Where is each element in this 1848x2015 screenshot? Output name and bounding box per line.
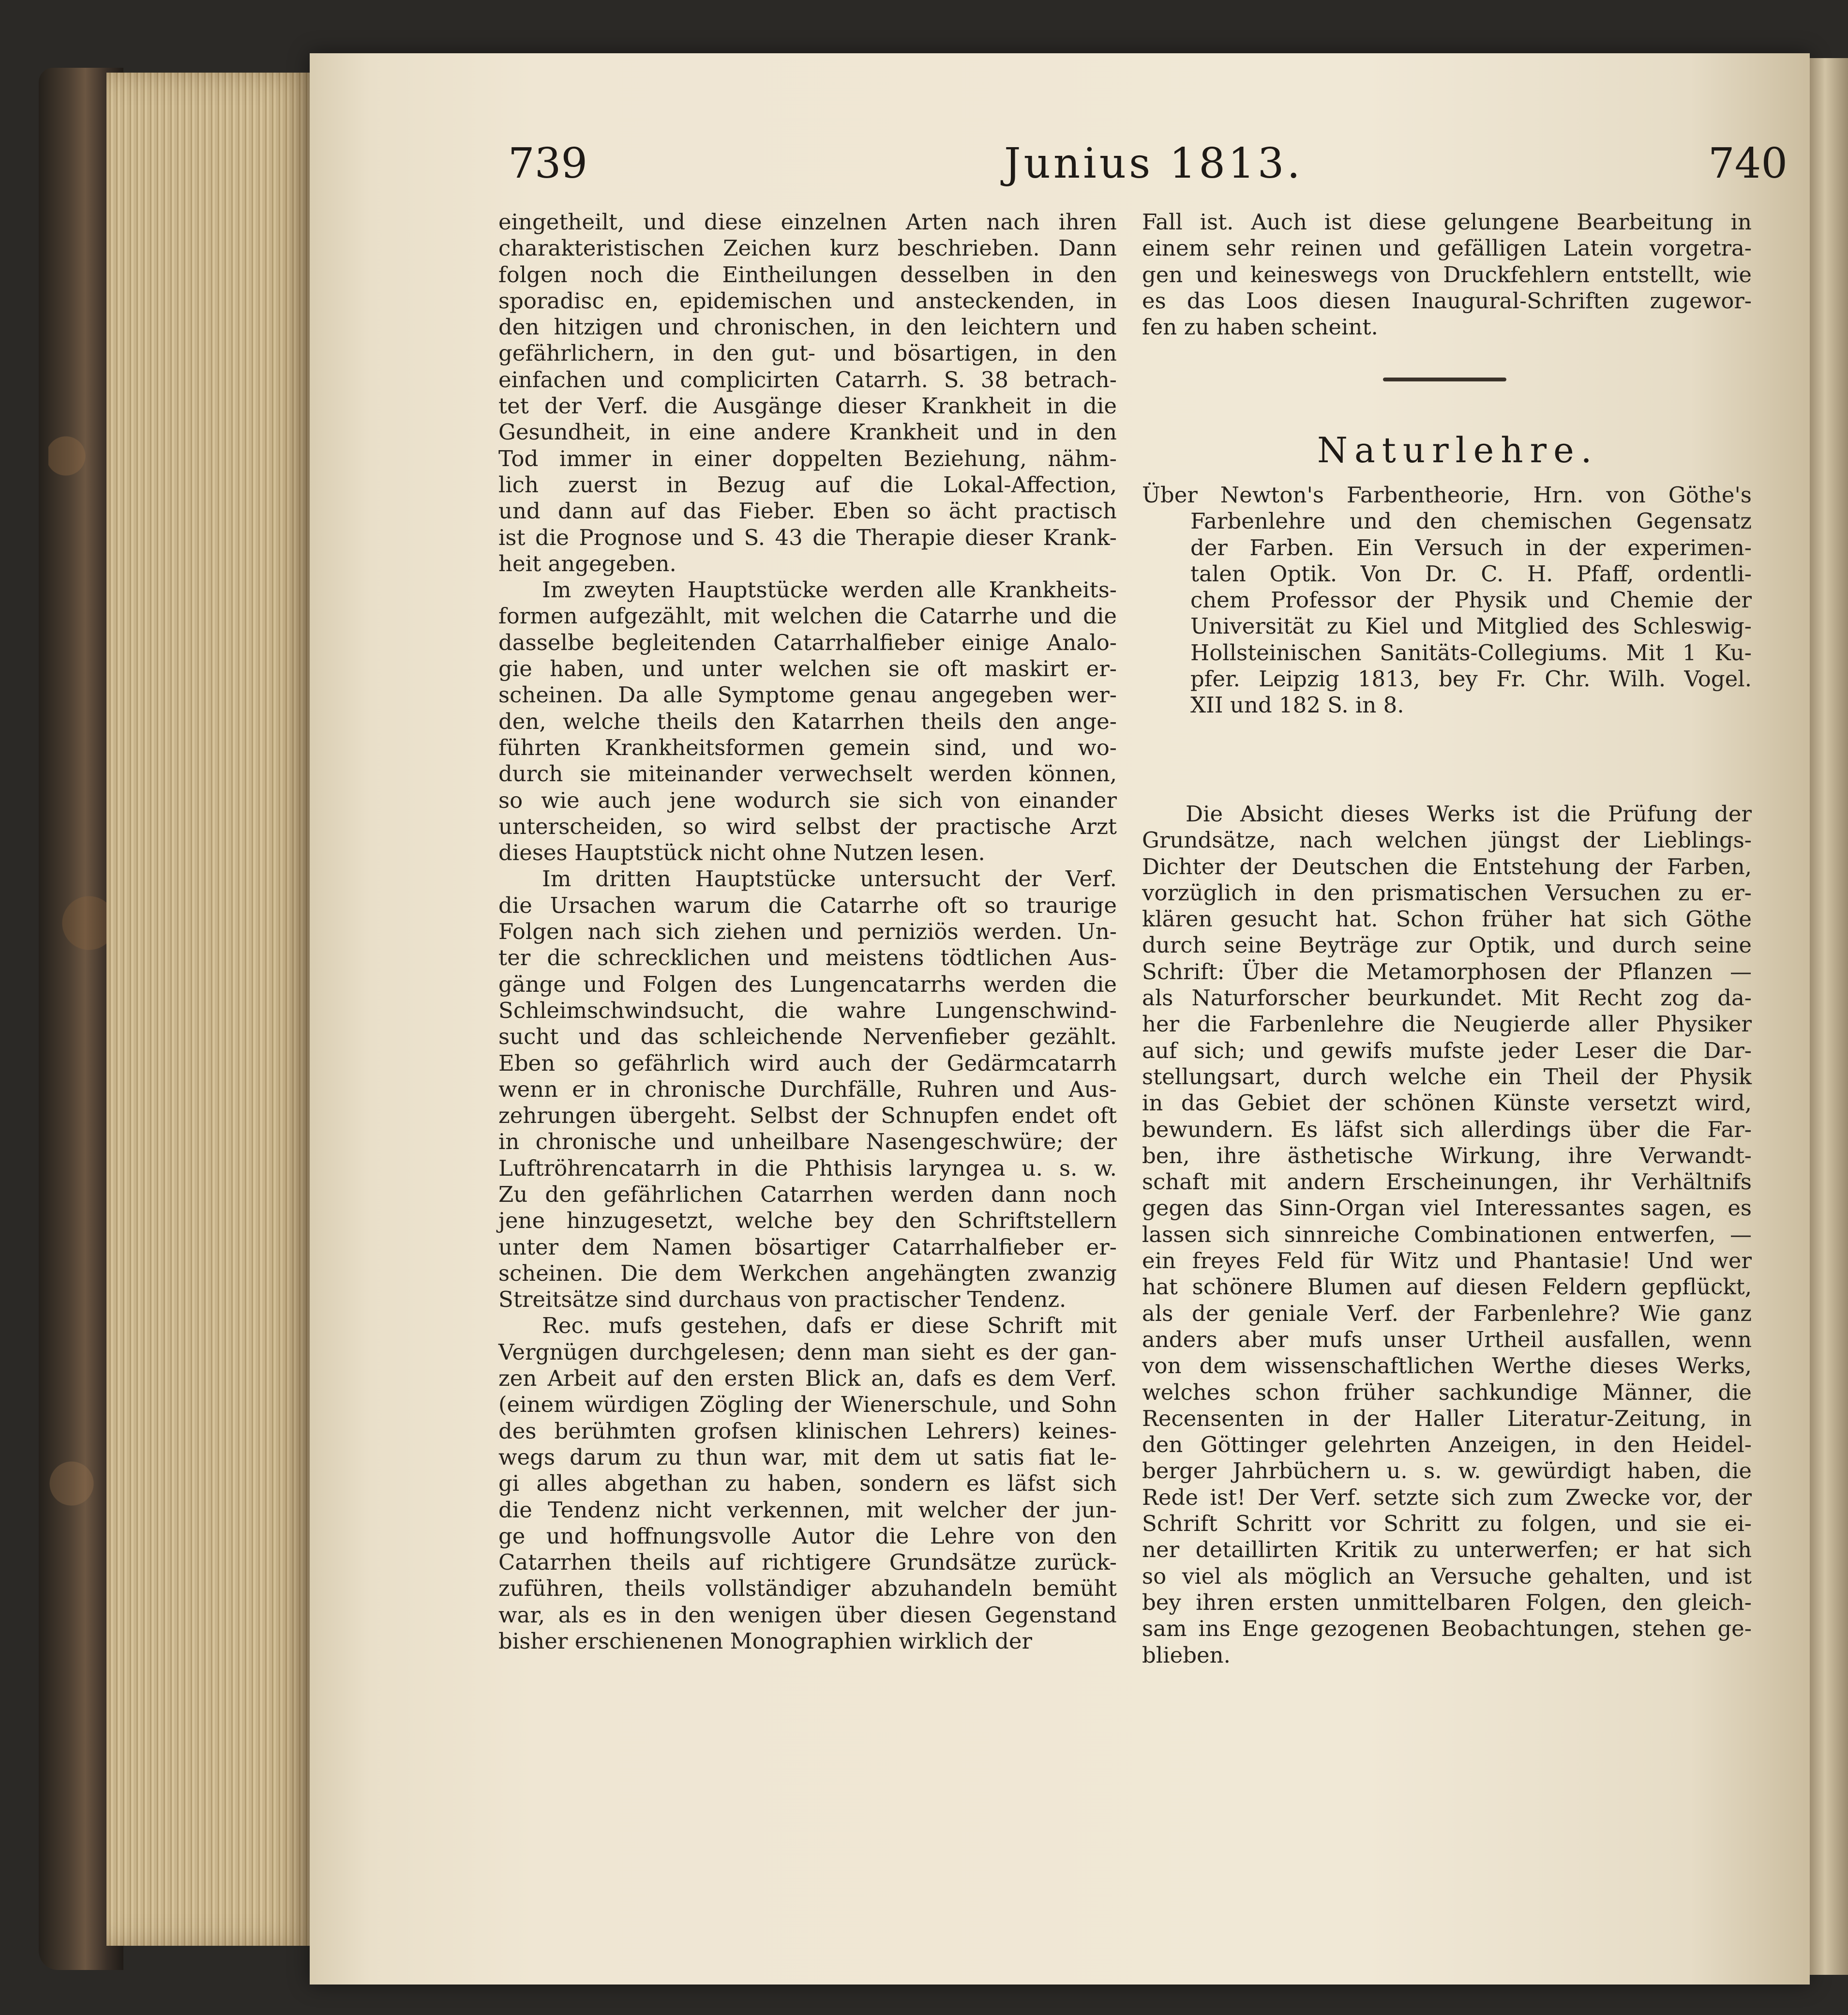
text-line: gen und keineswegs von Druckfehlern entstellt, wie — [1142, 261, 1752, 288]
right-column-top — [1142, 209, 1752, 340]
text-line: Catarrhen theils auf richtigere Grundsätze zurück- — [498, 1549, 1117, 1576]
text-line: Rec. mufs gestehen, dafs er diese Schrift mit — [542, 1313, 1117, 1339]
text-line: fen zu haben scheint. — [1142, 314, 1378, 340]
text-line: bewundern. Es läfst sich allerdings über die Far- — [1142, 1116, 1752, 1142]
text-line: dasselbe begleitenden Catarrhalfieber einige Analo- — [498, 629, 1117, 655]
text-line: (einem würdigen Zögling der Wienerschule, und Sohn — [498, 1392, 1117, 1418]
text-line: Fall ist. Auch ist diese gelungene Bearbeitung in — [1142, 209, 1752, 235]
section-divider — [1383, 378, 1506, 381]
text-line: Die Absicht dieses Werks ist die Prüfung der — [1186, 801, 1752, 827]
text-line: den hitzigen und chronischen, in den leichtern und — [498, 314, 1117, 340]
text-line: Dichter der Deutschen die Entstehung der Farben, — [1142, 853, 1752, 879]
text-line: ein freyes Feld für Witz und Phantasie! Und wer — [1142, 1248, 1752, 1274]
text-line: wegs darum zu thun war, mit dem ut satis fiat le- — [498, 1444, 1117, 1470]
text-line: berger Jahrbüchern u. s. w. gewürdigt haben, die — [1142, 1458, 1752, 1484]
text-line: gegen das Sinn-Organ viel Interessantes sagen, es — [1142, 1195, 1752, 1221]
text-line: tet der Verf. die Ausgänge dieser Krankheit in die — [498, 393, 1117, 419]
text-line: sam ins Enge gezogenen Beobachtungen, stehen ge- — [1142, 1616, 1752, 1642]
text-line: sporadisc en, epidemischen und ansteckenden, in — [498, 288, 1117, 314]
text-line: Streitsätze sind durchaus von practischer Tendenz. — [498, 1287, 1067, 1313]
text-line: anders aber mufs unser Urtheil ausfallen, wenn — [1142, 1326, 1752, 1352]
text-line: des berühmten grofsen klinischen Lehrers) keines- — [498, 1418, 1117, 1444]
text-line: bey ihren ersten unmittelbaren Folgen, den gleich- — [1142, 1589, 1752, 1615]
text-line: Recensenten in der Haller Literatur-Zeitung, in — [1142, 1405, 1752, 1431]
text-line: vorzüglich in den prismatischen Versuchen zu er- — [1142, 879, 1752, 906]
text-line: unterscheiden, so wird selbst der practische Arzt — [498, 813, 1117, 839]
next-page-edge — [1810, 58, 1848, 1975]
book-entry-line: Farbenlehre und den chemischen Gegensatz — [1190, 508, 1752, 534]
text-line: und dann auf das Fieber. Eben so ächt practisch — [498, 498, 1117, 524]
text-line: ter die schrecklichen und meistens tödtlichen Aus- — [498, 945, 1117, 971]
text-line: wenn er in chronische Durchfälle, Ruhren und Aus- — [498, 1076, 1117, 1102]
text-line: heit angegeben. — [498, 550, 676, 576]
text-line: so viel als möglich an Versuche gehalten, und ist — [1142, 1563, 1752, 1589]
text-line: Vergnügen durchgelesen; denn man sieht es der gan- — [498, 1339, 1117, 1365]
text-line: folgen noch die Eintheilungen desselben in den — [498, 261, 1117, 288]
book-entry-line: chem Professor der Physik und Chemie der — [1190, 587, 1752, 613]
text-line: Schrift Schritt vor Schritt zu folgen, und sie ei- — [1142, 1511, 1752, 1537]
running-title: Junius 1813. — [1004, 139, 1303, 188]
text-line: Im zweyten Hauptstücke werden alle Krankheits- — [542, 577, 1117, 603]
text-line: unter dem Namen bösartiger Catarrhalfieber er- — [498, 1234, 1117, 1260]
text-line: zehrungen übergeht. Selbst der Schnupfen endet oft — [498, 1103, 1117, 1129]
text-line: in chronische und unheilbare Nasengeschwüre; der — [498, 1129, 1117, 1155]
text-line: her die Farbenlehre die Neugierde aller Physiker — [1142, 1011, 1752, 1037]
text-line: den, welche theils den Katarrhen theils den ange- — [498, 708, 1117, 734]
text-line: klären gesucht hat. Schon früher hat sich Göthe — [1142, 906, 1752, 932]
text-line: schaft mit andern Erscheinungen, ihr Verhältnifs — [1142, 1169, 1752, 1195]
text-line: zen Arbeit auf den ersten Blick an, dafs es dem Verf. — [498, 1365, 1117, 1392]
page-edges — [106, 73, 315, 1946]
section-heading: Naturlehre. — [1317, 430, 1599, 470]
text-line: von dem wissenschaftlichen Werthe dieses Werks, — [1142, 1353, 1752, 1379]
text-line: Im dritten Hauptstücke untersucht der Verf. — [542, 866, 1117, 892]
text-line: lassen sich sinnreiche Combinationen entwerfen, — — [1142, 1221, 1752, 1247]
book-entry-line: Hollsteinischen Sanitäts-Collegiums. Mit 1 Ku- — [1190, 639, 1752, 666]
book-entry-line: XII und 182 S. in 8. — [1190, 692, 1404, 718]
book-entry-line: Über Newton's Farbentheorie, Hrn. von Göthe's — [1142, 482, 1752, 508]
text-line: als der geniale Verf. der Farbenlehre? Wie ganz — [1142, 1300, 1752, 1326]
text-line: war, als es in den wenigen über diesen Gegenstand — [498, 1602, 1117, 1628]
text-line: Schrift: Über die Metamorphosen der Pflanzen — — [1142, 958, 1752, 985]
book-entry — [1142, 482, 1752, 719]
page-number-right: 740 — [1708, 139, 1788, 188]
text-line: in das Gebiet der schönen Künste versetzt wird, — [1142, 1090, 1752, 1116]
book-entry-line: Universität zu Kiel und Mitglied des Schleswig- — [1190, 613, 1752, 639]
text-line: Gesundheit, in eine andere Krankheit und in den — [498, 419, 1117, 445]
text-line: dieses Hauptstück nicht ohne Nutzen lesen. — [498, 840, 985, 866]
text-line: gie haben, und unter welchen sie oft maskirt er- — [498, 656, 1117, 682]
text-line: welches schon früher sachkundige Männer, die — [1142, 1379, 1752, 1405]
text-line: Zu den gefährlichen Catarrhen werden dann noch — [498, 1181, 1117, 1207]
text-line: blieben. — [1142, 1642, 1231, 1668]
text-line: stellungsart, durch welche ein Theil der Physik — [1142, 1063, 1752, 1090]
text-line: durch seine Beyträge zur Optik, und durch seine — [1142, 932, 1752, 958]
text-line: Eben so gefährlich wird auch der Gedärmcatarrh — [498, 1050, 1117, 1076]
text-line: jene hinzugesetzt, welche bey den Schriftstellern — [498, 1208, 1117, 1234]
text-line: gi alles abgethan zu haben, sondern es läfst sich — [498, 1470, 1117, 1497]
text-line: bisher erschienenen Monographien wirklich der — [498, 1628, 1033, 1654]
text-line: zuführen, theils vollständiger abzuhandeln bemüht — [498, 1576, 1117, 1602]
text-line: scheinen. Da alle Symptome genau angegeben wer- — [498, 682, 1117, 708]
text-line: ge und hoffnungsvolle Autor die Lehre von den — [498, 1523, 1117, 1549]
text-line: Grundsätze, nach welchen jüngst der Lieblings- — [1142, 827, 1752, 853]
text-line: sucht und das schleichende Nervenfieber gezählt. — [498, 1024, 1117, 1050]
text-line: Folgen nach sich ziehen und perniziös werden. Un- — [498, 919, 1117, 945]
text-line: so wie auch jene wodurch sie sich von einander — [498, 787, 1117, 813]
text-line: es das Loos diesen Inaugural-Schriften zugewor- — [1142, 288, 1752, 314]
text-line: Schleimschwindsucht, die wahre Lungenschwind- — [498, 997, 1117, 1023]
text-line: durch sie miteinander verwechselt werden können, — [498, 761, 1117, 787]
text-line: hat schönere Blumen auf diesen Feldern gepflückt, — [1142, 1274, 1752, 1300]
text-line: scheinen. Die dem Werkchen angehängten zwanzig — [498, 1260, 1117, 1286]
book-entry-line: talen Optik. Von Dr. C. H. Pfaff, ordentli- — [1190, 561, 1752, 587]
text-line: gänge und Folgen des Lungencatarrhs werden die — [498, 971, 1117, 997]
text-line: ner detaillirten Kritik zu unterwerfen; er hat sich — [1142, 1537, 1752, 1563]
text-line: ist die Prognose und S. 43 die Therapie dieser Krank- — [498, 524, 1117, 550]
left-column — [498, 209, 1117, 1654]
text-line: Rede ist! Der Verf. setzte sich zum Zwecke vor, der — [1142, 1484, 1752, 1510]
text-line: die Tendenz nicht verkennen, mit welcher der jun- — [498, 1497, 1117, 1523]
text-line: einem sehr reinen und gefälligen Latein vorgetra- — [1142, 235, 1752, 261]
text-line: führten Krankheitsformen gemein sind, und wo- — [498, 734, 1117, 760]
right-column-body — [1142, 801, 1752, 1668]
text-line: die Ursachen warum die Catarrhe oft so traurige — [498, 892, 1117, 918]
book-entry-line: der Farben. Ein Versuch in der experimen- — [1190, 534, 1752, 561]
text-line: formen aufgezählt, mit welchen die Catarrhe und die — [498, 603, 1117, 629]
text-line: den Göttinger gelehrten Anzeigen, in den Heidel- — [1142, 1432, 1752, 1458]
text-line: auf sich; und gewifs mufste jeder Leser die Dar- — [1142, 1037, 1752, 1063]
text-line: als Naturforscher beurkundet. Mit Recht zog da- — [1142, 985, 1752, 1011]
text-line: lich zuerst in Bezug auf die Lokal-Affection, — [498, 471, 1117, 498]
book-entry-line: pfer. Leipzig 1813, bey Fr. Chr. Wilh. Vogel. — [1190, 666, 1752, 692]
page-number-left: 739 — [508, 139, 588, 188]
text-line: charakteristischen Zeichen kurz beschrieben. Dann — [498, 235, 1117, 261]
text-line: eingetheilt, und diese einzelnen Arten nach ihren — [498, 209, 1117, 235]
text-line: einfachen und complicirten Catarrh. S. 38 betrach- — [498, 366, 1117, 393]
text-line: ben, ihre ästhetische Wirkung, ihre Verwandt- — [1142, 1142, 1752, 1168]
text-line: Luftröhrencatarrh in die Phthisis laryngea u. s. w. — [498, 1155, 1117, 1181]
text-line: Tod immer in einer doppelten Beziehung, nähm- — [498, 445, 1117, 471]
text-line: gefährlichern, in den gut- und bösartigen, in den — [498, 340, 1117, 366]
